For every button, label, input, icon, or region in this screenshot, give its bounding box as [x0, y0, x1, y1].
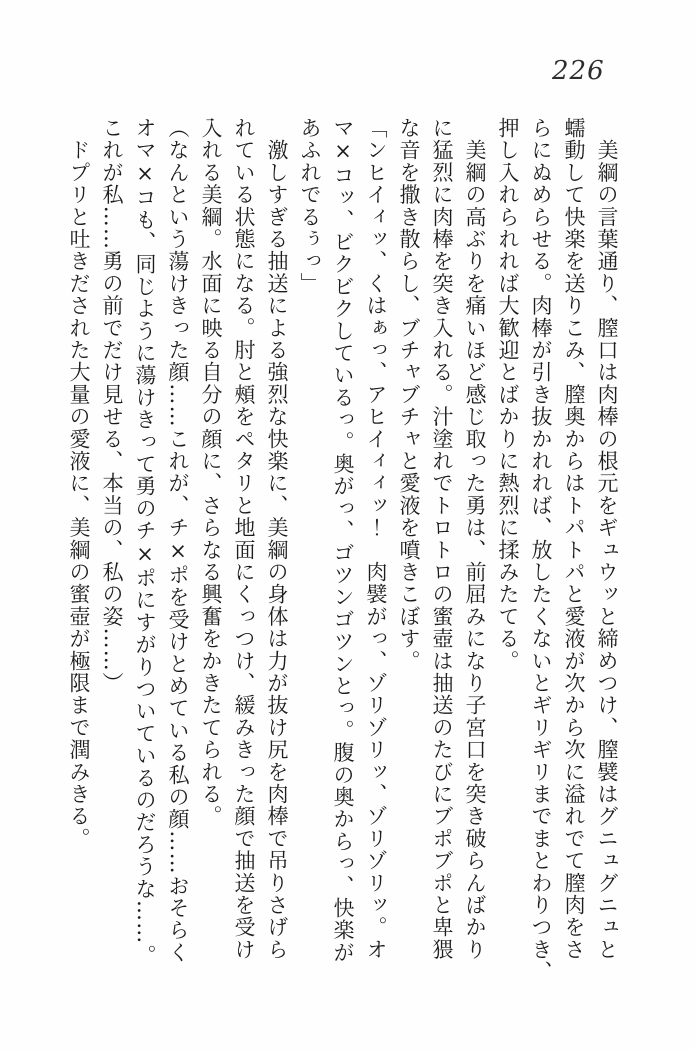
- text-line-06: に猛烈に肉棒を突き入れる。汁塗れでトロトロの蜜壺は抽送のたびにブポブポと卑猥: [430, 117, 454, 961]
- text-line-15: オマ×コも、同じように蕩けきって勇のチ×ポにすがりついているのだろうな……。: [133, 117, 157, 967]
- text-line-04: 押し入れられれば大歓迎とばかりに熱烈に揉みたてる。: [496, 117, 520, 672]
- text-line-08: 「ンヒイィッ、くはぁっ、アヒイィィッ！ 肉襞がっ、ゾリゾリッ、ゾリゾリッ。オ: [364, 117, 388, 961]
- text-line-01: 美綱の言葉通り、膣口は肉棒の根元をギュウッと締めつけ、膣襞はグニュグニュと: [595, 117, 619, 961]
- text-line-09: マ×コッ、ビクビクしているっ。奥がっ、ゴツンゴツンとっ。腹の奥からっ、快楽が: [331, 117, 355, 964]
- page-number: 226: [552, 56, 605, 86]
- text-line-13: 入れる美綱。水面に映る自分の顔に、さらなる興奮をかきたてられる。: [199, 117, 223, 828]
- text-line-05: 美綱の高ぶりを痛いほど感じ取った勇は、前屈みになり子宮口を突き破らんばかり: [463, 117, 487, 961]
- text-line-11: 激しすぎる抽送による強烈な快楽に、美綱の身体は力が抜け尻を肉棒で吊りさげら: [265, 117, 289, 961]
- text-line-16: これが私……勇の前でだけ見せる、本当の、私の姿……）: [100, 117, 124, 695]
- text-line-07: な音を撒き散らし、ブチャブチャと愛液を噴きこぼす。: [397, 117, 421, 672]
- text-line-10: あふれでるぅっ」: [298, 117, 322, 295]
- text-line-02: 蠕動して快楽を送りこみ、膣奥からはトパトパと愛液が次から次に溢れでて膣肉をさ: [562, 117, 586, 961]
- text-line-17: ドプリと吐きだされた大量の愛液に、美綱の蜜壺が極限まで潤みきる。: [67, 117, 91, 850]
- text-line-12: れている状態になる。肘と頰をペタリと地面にくっつけ、緩みきった顔で抽送を受け: [232, 117, 256, 961]
- text-line-14: （なんという蕩けきった顔……これが、チ×ポを受けとめている私の顔……おそらく: [166, 117, 190, 964]
- text-line-03: らにぬめらせる。肉棒が引き抜かれれば、放したくないとギリギリまでまとわりつき、: [529, 117, 553, 983]
- text-block: [62, 117, 623, 1037]
